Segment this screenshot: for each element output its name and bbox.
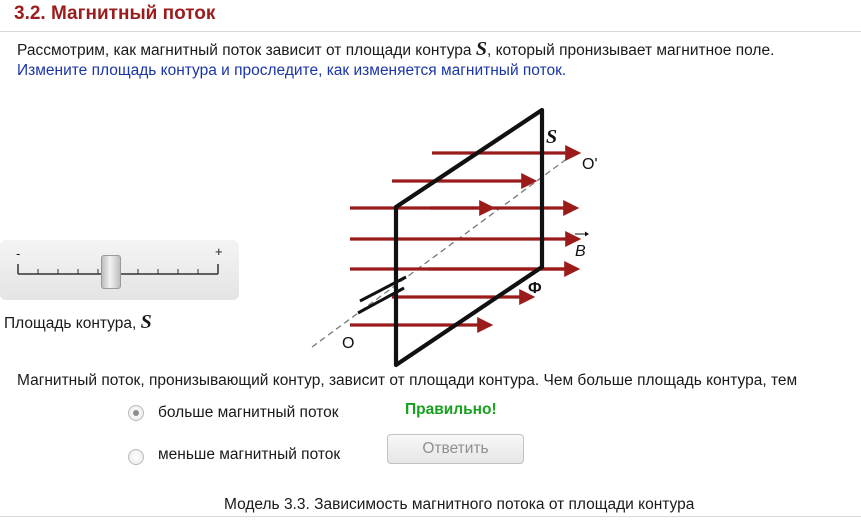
slider-caption-text: Площадь контура, — [4, 315, 141, 332]
option-more-radio[interactable] — [128, 405, 144, 421]
contour-leads — [358, 277, 406, 313]
label-O: O — [342, 335, 355, 352]
label-S: S — [546, 126, 558, 148]
answer-button[interactable]: Ответить — [387, 434, 524, 464]
intro-text — [17, 38, 774, 61]
bottom-divider — [0, 516, 861, 517]
title-divider — [0, 31, 861, 32]
vector-arrow-head — [585, 232, 589, 237]
intro-text-end: , который пронизывает магнитное поле. — [486, 42, 775, 59]
label-B: B — [575, 243, 586, 260]
area-symbol: S — [475, 38, 487, 60]
option-more-label[interactable]: больше магнитный поток — [158, 404, 339, 421]
slider-plus-label: + — [215, 244, 223, 259]
rotation-axis — [312, 155, 572, 347]
model-caption: Модель 3.3. Зависимость магнитного потока от площади контура — [224, 496, 695, 513]
label-O-prime: O' — [582, 156, 598, 173]
slider-caption-symbol: S — [140, 311, 152, 333]
magnetic-flux-diagram — [300, 95, 620, 370]
page-title: 3.2. Магнитный поток — [14, 3, 216, 24]
instruction-text: Измените площадь контура и проследите, как изменяется магнитный поток. — [17, 62, 567, 79]
option-less-radio[interactable] — [128, 449, 144, 465]
intro-text-start: Рассмотрим, как магнитный поток зависит от площади контура — [17, 42, 476, 59]
slider-caption — [4, 311, 152, 334]
feedback-correct: Правильно! — [405, 401, 497, 418]
label-Phi: Ф — [528, 280, 542, 297]
question-text: Магнитный поток, пронизывающий контур, зависит от площади контура. Чем больше площадь контура, тем — [17, 372, 798, 389]
slider-thumb[interactable] — [101, 255, 121, 289]
option-less-label[interactable]: меньше магнитный поток — [158, 446, 341, 463]
slider-minus-label: - — [16, 246, 21, 261]
